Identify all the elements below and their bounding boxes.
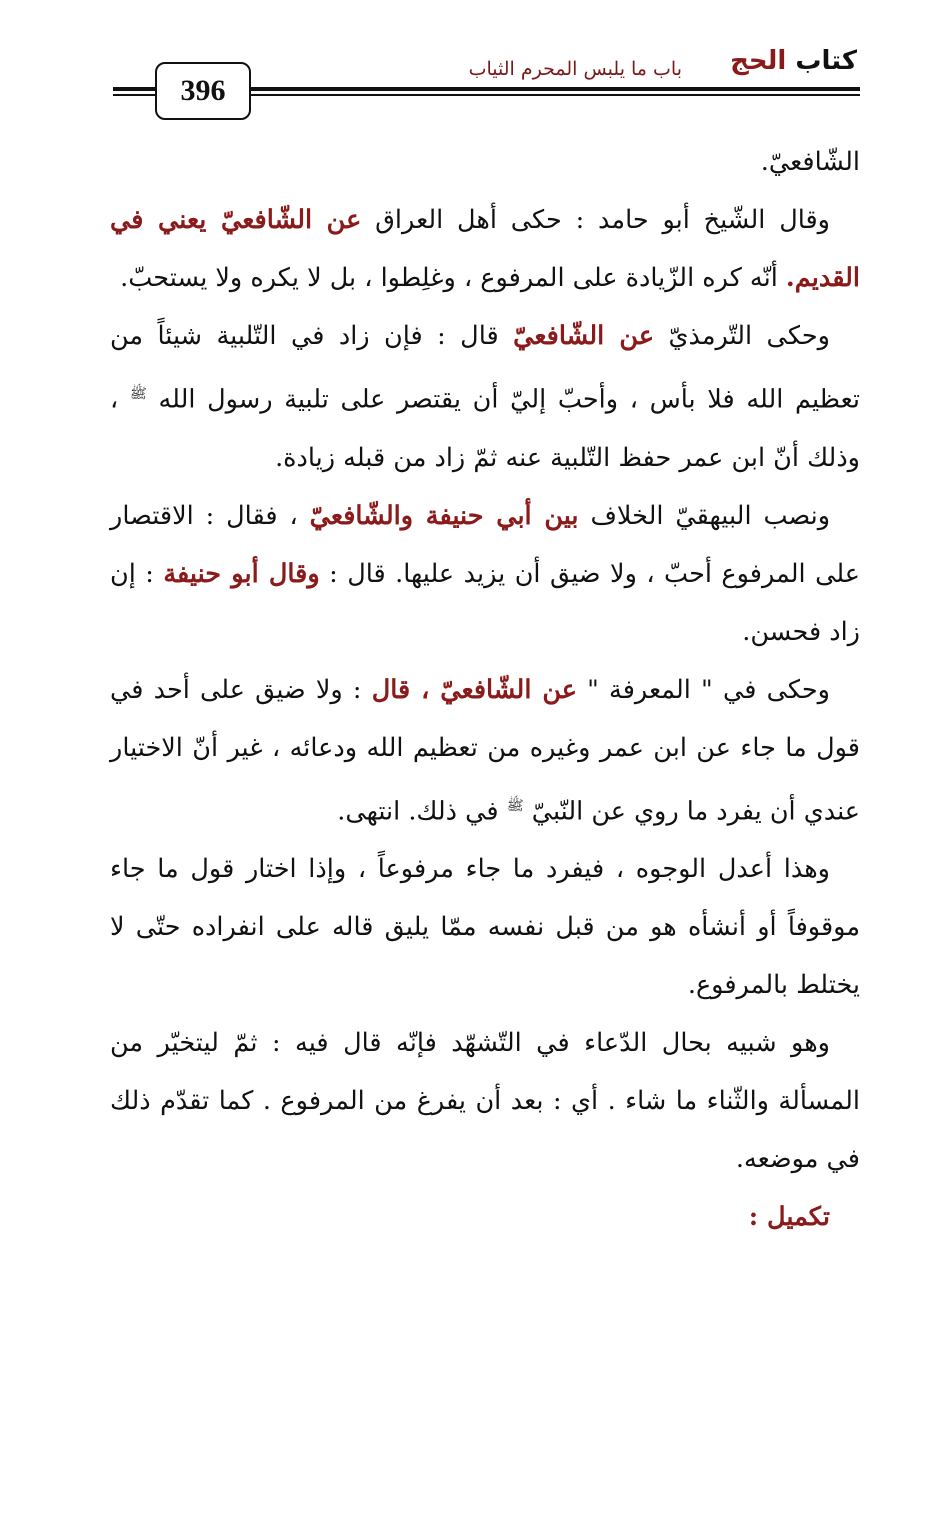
paragraph-4 (110, 487, 860, 661)
takmeel-heading: تكميل : (748, 1202, 830, 1232)
p5-text-3: في ذلك. انتهى. (337, 796, 499, 826)
p3-text-2: قال : فإن زاد في التّلبية شيئاً من تعظيم الله فلا بأس ، وأحبّ إليّ أن يقتصر على تلبية رسول الله (110, 321, 860, 415)
p2-text-1: وقال الشّيخ أبو حامد : حكى أهل العراق (375, 205, 830, 235)
paragraph-7: وهو شبيه بحال الدّعاء في التّشهّد فإنّه قال فيه : ثمّ ليتخيّر من المسألة والثّناء ما شاء . أي : بعد أن يفرغ من المرفوع . كما تقدّم ذلك في موضعه. (110, 1028, 860, 1174)
p4-highlight-1: بين أبي حنيفة والشّافعيّ (309, 500, 579, 531)
book-name: الحج (730, 46, 787, 76)
p2-highlight-1: عن الشّافعيّ يعني في القديم. (110, 205, 860, 293)
p4-text-3: : إن زاد فحسن. (110, 558, 860, 647)
paragraph-3 (110, 307, 860, 487)
book-label: كتاب (795, 46, 857, 76)
paragraph-8-heading (110, 1188, 860, 1246)
page-number: 396 (180, 74, 226, 107)
book-title (730, 46, 857, 76)
salawat-glyph: ﷺ (506, 797, 524, 814)
salawat-glyph: ﷺ (129, 386, 147, 402)
p3-text-3: ، وذلك أنّ ابن عمر حفظ التّلبية عنه ثمّ زاد من قبله زيادة. (110, 384, 860, 473)
paragraph-5 (110, 661, 860, 841)
page-number-box (155, 62, 251, 120)
p5-highlight-1: عن الشّافعيّ ، قال (371, 674, 577, 705)
page-body (110, 133, 860, 1246)
paragraph-6: وهذا أعدل الوجوه ، فيفرد ما جاء مرفوعاً ، وإذا اختار قول ما جاء موقوفاً أو أنشأه هو من قبل نفسه ممّا يليق قاله على انفراده حتّى لا يختلط بالمرفوع. (110, 854, 860, 1000)
p5-text-1: وحكى في " المعرفة " (587, 674, 830, 705)
p2-text-2: أنّه كره الزّيادة على المرفوع ، وغلِطوا ، بل لا يكره ولا يستحبّ. (120, 263, 778, 293)
p3-highlight-1: عن الشّافعيّ (513, 321, 655, 351)
p4-highlight-2: وقال أبو حنيفة (163, 558, 320, 589)
p4-text-1: ونصب البيهقيّ الخلاف (590, 500, 831, 531)
p5-text-2: : ولا ضيق على أحد في قول ما جاء عن ابن عمر وغيره من تعظيم الله ودعائه ، غير أنّ الاختيار عندي أن يفرد ما روي عن النّبيّ (110, 674, 860, 826)
p3-text-1: وحكى التّرمذيّ (668, 321, 830, 351)
paragraph-1: الشّافعيّ. (760, 147, 860, 177)
p4-text-2: ، فقال : الاقتصار على المرفوع أحبّ ، ولا ضيق أن يزيد عليها. قال : (110, 500, 861, 589)
section-title: باب ما يلبس المحرم الثياب (468, 58, 682, 80)
page-header (0, 0, 945, 130)
paragraph-2 (110, 191, 860, 307)
